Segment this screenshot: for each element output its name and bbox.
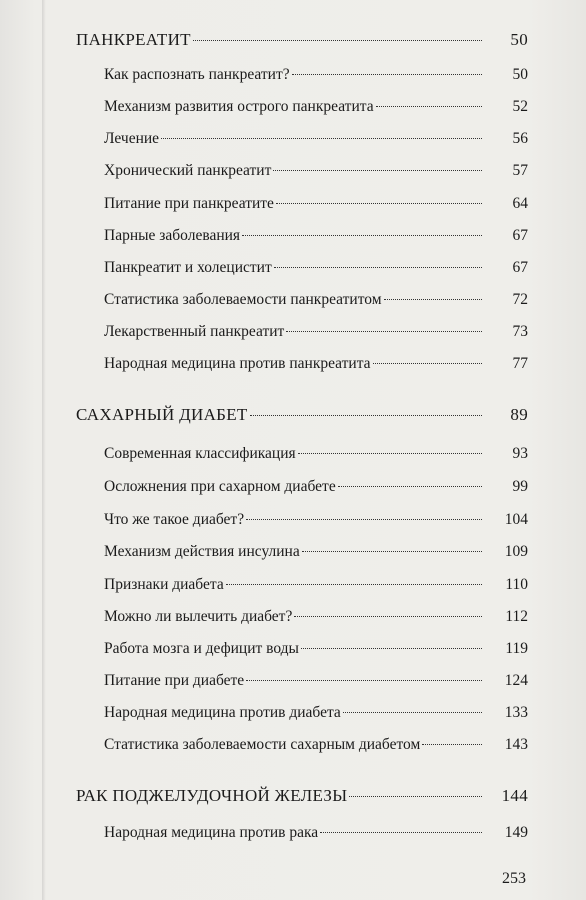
item-title: Современная классификация — [104, 445, 296, 462]
toc-item[interactable] — [104, 736, 528, 754]
item-page: 57 — [512, 162, 528, 179]
dot-leader — [294, 616, 482, 617]
toc-item[interactable] — [104, 162, 528, 180]
item-title: Хронический панкреатит — [104, 162, 272, 179]
item-page: 119 — [505, 640, 528, 657]
toc-item[interactable] — [104, 227, 528, 245]
item-page: 99 — [512, 478, 528, 495]
item-page: 110 — [505, 576, 528, 593]
toc-item[interactable] — [104, 66, 528, 84]
item-page: 52 — [512, 98, 528, 115]
dot-leader — [298, 453, 482, 454]
dot-leader — [273, 170, 482, 171]
item-page: 93 — [512, 445, 528, 462]
dot-leader — [301, 648, 482, 649]
dot-leader — [373, 363, 482, 364]
dot-leader — [226, 584, 482, 585]
dot-leader — [349, 796, 482, 797]
dot-leader — [422, 744, 482, 745]
item-title: Питание при панкреатите — [104, 195, 274, 212]
item-title: Статистика заболеваемости панкреатитом — [104, 291, 382, 308]
item-page: 104 — [504, 511, 528, 528]
chapter-page: 50 — [510, 30, 528, 49]
toc-item[interactable] — [104, 640, 528, 658]
dot-leader — [292, 74, 482, 75]
dot-leader — [250, 415, 482, 416]
dot-leader — [242, 235, 482, 236]
chapter-title: ПАНКРЕАТИТ — [76, 30, 191, 49]
item-title: Народная медицина против диабета — [104, 704, 341, 721]
toc-item[interactable] — [104, 195, 528, 213]
toc-item[interactable] — [104, 323, 528, 341]
item-page: 149 — [504, 824, 528, 841]
item-page: 109 — [504, 543, 528, 560]
item-title: Как распознать панкреатит? — [104, 66, 290, 83]
item-title: Механизм развития острого панкреатита — [104, 98, 374, 115]
toc-item[interactable] — [104, 291, 528, 309]
item-page: 67 — [512, 227, 528, 244]
toc-item[interactable] — [104, 672, 528, 690]
item-title: Парные заболевания — [104, 227, 241, 244]
item-page: 77 — [512, 355, 528, 372]
item-title: Народная медицина против панкреатита — [104, 355, 371, 372]
item-title: Панкреатит и холецистит — [104, 259, 272, 276]
toc-item[interactable] — [104, 478, 528, 496]
item-title: Признаки диабета — [104, 576, 224, 593]
dot-leader — [286, 331, 482, 332]
toc-chapter-diabetes[interactable] — [76, 405, 528, 425]
toc-item[interactable] — [104, 511, 528, 529]
page-number: 253 — [502, 870, 526, 887]
dot-leader — [246, 519, 482, 520]
toc-item[interactable] — [104, 608, 528, 626]
item-title: Питание при диабете — [104, 672, 245, 689]
item-page: 133 — [504, 704, 528, 721]
dot-leader — [338, 486, 482, 487]
toc-item[interactable] — [104, 704, 528, 722]
toc-item[interactable] — [104, 445, 528, 463]
toc-chapter-pancreatitis[interactable] — [76, 30, 528, 50]
dot-leader — [320, 832, 482, 833]
item-title: Осложнения при сахарном диабете — [104, 478, 336, 495]
toc-chapter-pancreatic-cancer[interactable] — [76, 786, 528, 806]
toc-item[interactable] — [104, 98, 528, 116]
item-title: Статистика заболеваемости сахарным диабетом — [104, 736, 421, 753]
item-page: 56 — [512, 130, 528, 147]
chapter-page: 144 — [501, 786, 528, 805]
item-page: 124 — [504, 672, 528, 689]
item-title: Работа мозга и дефицит воды — [104, 640, 299, 657]
item-page: 112 — [505, 608, 528, 625]
item-title: Можно ли вылечить диабет? — [104, 608, 293, 625]
item-title: Народная медицина против рака — [104, 824, 319, 841]
toc-item[interactable] — [104, 130, 528, 148]
dot-leader — [276, 203, 482, 204]
item-page: 143 — [504, 736, 528, 753]
chapter-page: 89 — [510, 405, 528, 424]
dot-leader — [384, 299, 482, 300]
item-title: Механизм действия инсулина — [104, 543, 300, 560]
item-page: 72 — [512, 291, 528, 308]
dot-leader — [246, 680, 482, 681]
dot-leader — [302, 551, 482, 552]
chapter-title: САХАРНЫЙ ДИАБЕТ — [76, 405, 248, 424]
dot-leader — [343, 712, 482, 713]
dot-leader — [274, 267, 482, 268]
item-page: 64 — [512, 195, 528, 212]
item-title: Лекарственный панкреатит — [104, 323, 285, 340]
item-page: 67 — [512, 259, 528, 276]
item-title: Лечение — [104, 130, 160, 147]
dot-leader — [193, 40, 482, 41]
item-page: 73 — [512, 323, 528, 340]
toc-item[interactable] — [104, 355, 528, 373]
toc-item[interactable] — [104, 576, 528, 594]
dot-leader — [376, 106, 482, 107]
dot-leader — [161, 138, 482, 139]
item-title: Что же такое диабет? — [104, 511, 245, 528]
toc-item[interactable] — [104, 824, 528, 842]
chapter-title: РАК ПОДЖЕЛУДОЧНОЙ ЖЕЛЕЗЫ — [76, 786, 348, 805]
toc-item[interactable] — [104, 543, 528, 561]
item-page: 50 — [512, 66, 528, 83]
toc-item[interactable] — [104, 259, 528, 277]
page-gutter-shadow — [42, 0, 46, 900]
